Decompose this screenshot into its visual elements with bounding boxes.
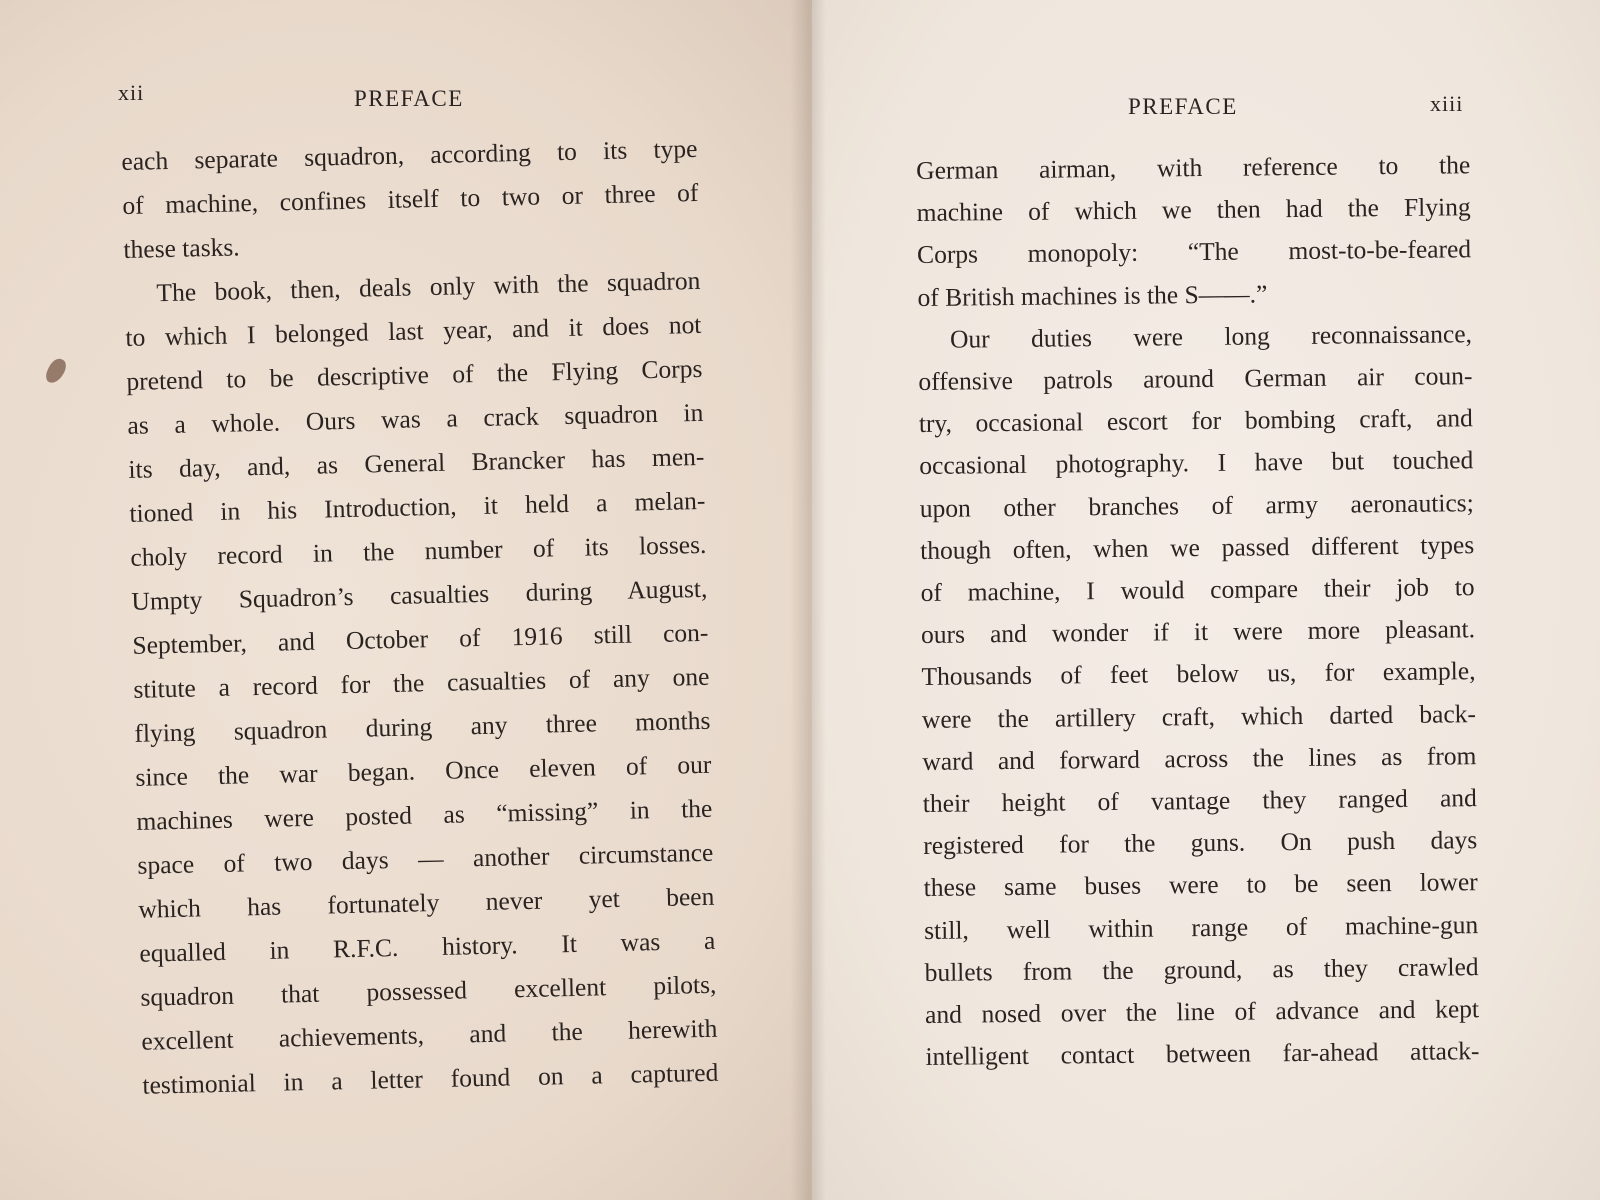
text-line: The book, then, deals only with the squadron: [156, 265, 701, 308]
text-line: these tasks.: [123, 232, 240, 264]
text-line: testimonial in a letter found on a captured: [142, 1057, 719, 1100]
text-line: upon other branches of army aeronautics;: [919, 487, 1474, 523]
page-number: xiii: [1430, 91, 1464, 116]
text-line: its day, and, as General Brancker has men-: [128, 441, 705, 484]
text-line: occasional photography. I have but touched: [919, 445, 1474, 481]
text-line: pretend to be descriptive of the Flying Corps: [126, 353, 703, 396]
text-line: of machine, I would compare their job to: [920, 572, 1475, 608]
running-head: PREFACE: [354, 86, 464, 111]
text-line: Thousands of feet below us, for example,: [921, 656, 1476, 692]
text-line: their height of vantage they ranged and: [922, 783, 1477, 819]
text-line: of machine, confines itself to two or three of: [122, 177, 699, 220]
text-line: though often, when we passed different types: [920, 530, 1475, 565]
page-number: xii: [118, 80, 145, 105]
text-line: tioned in his Introduction, it held a melan-: [129, 485, 706, 528]
text-line: and nosed over the line of advance and kept: [924, 994, 1480, 1030]
text-line: ours and wonder if it were more pleasant.: [920, 614, 1476, 650]
text-line: stitute a record for the casualties of any one: [133, 661, 710, 704]
text-line: to which I belonged last year, and it does not: [125, 309, 702, 352]
text-line: squadron that possessed excellent pilots,: [140, 969, 717, 1012]
text-line: choly record in the number of its losses.: [130, 529, 707, 572]
text-line: Umpty Squadron’s casualties during August,: [131, 573, 708, 616]
text-line: since the war began. Once eleven of our: [135, 749, 712, 792]
text-line: excellent achievements, and the herewith: [141, 1013, 718, 1056]
ink-stain: [43, 356, 68, 386]
text-line: offensive patrols around German air coun-: [918, 361, 1473, 397]
text-line: intelligent contact between far-ahead attack-: [925, 1036, 1480, 1072]
running-head: PREFACE: [1128, 94, 1238, 119]
text-line: Our duties were long reconnaissance,: [949, 319, 1473, 354]
text-line: each separate squadron, according to its type: [121, 133, 698, 176]
text-line: equalled in R.F.C. history. It was a: [139, 925, 716, 968]
text-line: still, well within range of machine-gun: [924, 909, 1479, 945]
text-line: machines were posted as “missing” in the: [136, 793, 713, 836]
text-line: as a whole. Ours was a crack squadron in: [127, 397, 704, 440]
book-gutter: [790, 0, 826, 1200]
text-line: bullets from the ground, as they crawled: [924, 952, 1479, 987]
text-line: these same buses were to be seen lower: [923, 867, 1478, 903]
text-line: German airman, with reference to the: [916, 150, 1471, 185]
text-line: September, and October of 1916 still con-: [132, 617, 709, 660]
text-line: space of two days — another circumstance: [137, 837, 714, 880]
text-line: ward and forward across the lines as from: [922, 741, 1477, 776]
text-line: machine of which we then had the Flying: [916, 192, 1471, 228]
text-line: were the artillery craft, which darted back-: [921, 698, 1477, 734]
text-line: Corps monopoly: “The most-to-be-feared: [916, 234, 1472, 270]
text-line: which has fortunately never yet been: [138, 881, 715, 924]
text-line: registered for the guns. On push days: [923, 825, 1478, 861]
text-line: try, occasional escort for bombing craft, and: [918, 403, 1473, 439]
body-text: [121, 127, 719, 1108]
text-line: of British machines is the S——.”: [917, 278, 1268, 312]
body-text: [916, 144, 1480, 1078]
text-line: flying squadron during any three months: [134, 705, 711, 748]
